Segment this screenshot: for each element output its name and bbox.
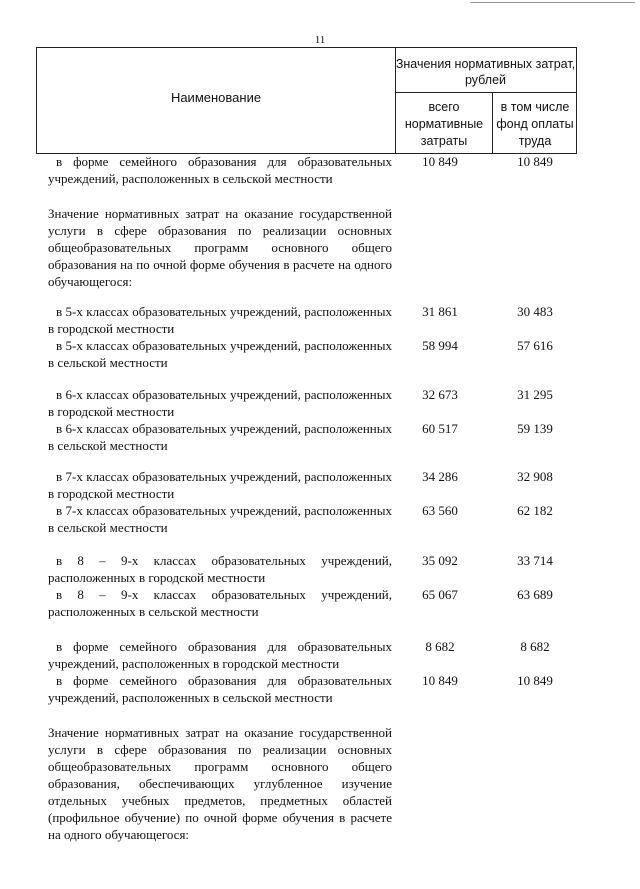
- row-total: 10 849: [422, 673, 458, 688]
- section-paragraph: Значение нормативных затрат на оказание государственной услуги в сфере образования по реализации основных общеобразовательных программ основного общего образования, обеспечивающих углубленное изучение отдельных учебных предметов, предметных областей (профильное обучение) по очной форме обучения в расчете на одного обучающегося:: [48, 725, 392, 842]
- row-total: 60 517: [422, 421, 458, 436]
- row-payroll: 62 182: [517, 503, 553, 518]
- header-name: Наименование: [170, 90, 262, 105]
- row-name: в 7-х классах образовательных учреждений, расположенных в сельской местности: [48, 503, 392, 535]
- table-header: [36, 47, 577, 154]
- row-total: 63 560: [422, 503, 458, 518]
- row-name: в 8 – 9-х классах образовательных учреждений, расположенных в городской местности: [48, 553, 392, 585]
- row-name: в 5-х классах образовательных учреждений, расположенных в городской местности: [48, 304, 392, 336]
- row-total: 65 067: [422, 587, 458, 602]
- row-payroll: 8 682: [520, 639, 550, 654]
- row-total: 8 682: [425, 639, 455, 654]
- row-name: в форме семейного образования для образовательных учреждений, расположенных в сельской местности: [48, 154, 392, 186]
- row-payroll: 32 908: [517, 469, 553, 484]
- row-payroll: 33 714: [517, 553, 553, 568]
- page-number: 11: [314, 34, 326, 46]
- row-payroll: 63 689: [517, 587, 553, 602]
- section-paragraph: Значение нормативных затрат на оказание государственной услуги в сфере образования по реализации основных общеобразовательных программ основного общего образования на по очной форме обучения в расчете на одного обучающегося:: [48, 206, 392, 289]
- row-total: 32 673: [422, 387, 458, 402]
- row-name: в форме семейного образования для образовательных учреждений, расположенных в городской местности: [48, 639, 392, 671]
- row-name: в 6-х классах образовательных учреждений, расположенных в сельской местности: [48, 421, 392, 453]
- row-total: 10 849: [422, 154, 458, 169]
- top-edge-line: [470, 2, 635, 3]
- row-name: в форме семейного образования для образовательных учреждений, расположенных в сельской местности: [48, 673, 392, 705]
- row-payroll: 57 616: [517, 338, 553, 353]
- row-name: в 6-х классах образовательных учреждений, расположенных в городской местности: [48, 387, 392, 419]
- row-total: 31 861: [422, 304, 458, 319]
- header-divider: [395, 92, 576, 93]
- header-group: Значения нормативных затрат, рублей: [395, 57, 576, 87]
- row-payroll: 10 849: [517, 154, 553, 169]
- row-name: в 5-х классах образовательных учреждений, расположенных в сельской местности: [48, 338, 392, 370]
- row-name: в 8 – 9-х классах образовательных учреждений, расположенных в сельской местности: [48, 587, 392, 619]
- row-total: 35 092: [422, 553, 458, 568]
- row-total: 58 994: [422, 338, 458, 353]
- row-payroll: 10 849: [517, 673, 553, 688]
- row-payroll: 30 483: [517, 304, 553, 319]
- row-payroll: 31 295: [517, 387, 553, 402]
- header-col-total: всего нормативные затраты: [404, 100, 484, 148]
- row-name: в 7-х классах образовательных учреждений, расположенных в городской местности: [48, 469, 392, 501]
- row-total: 34 286: [422, 469, 458, 484]
- row-payroll: 59 139: [517, 421, 553, 436]
- header-col-payroll: в том числе фонд оплаты труда: [496, 100, 574, 148]
